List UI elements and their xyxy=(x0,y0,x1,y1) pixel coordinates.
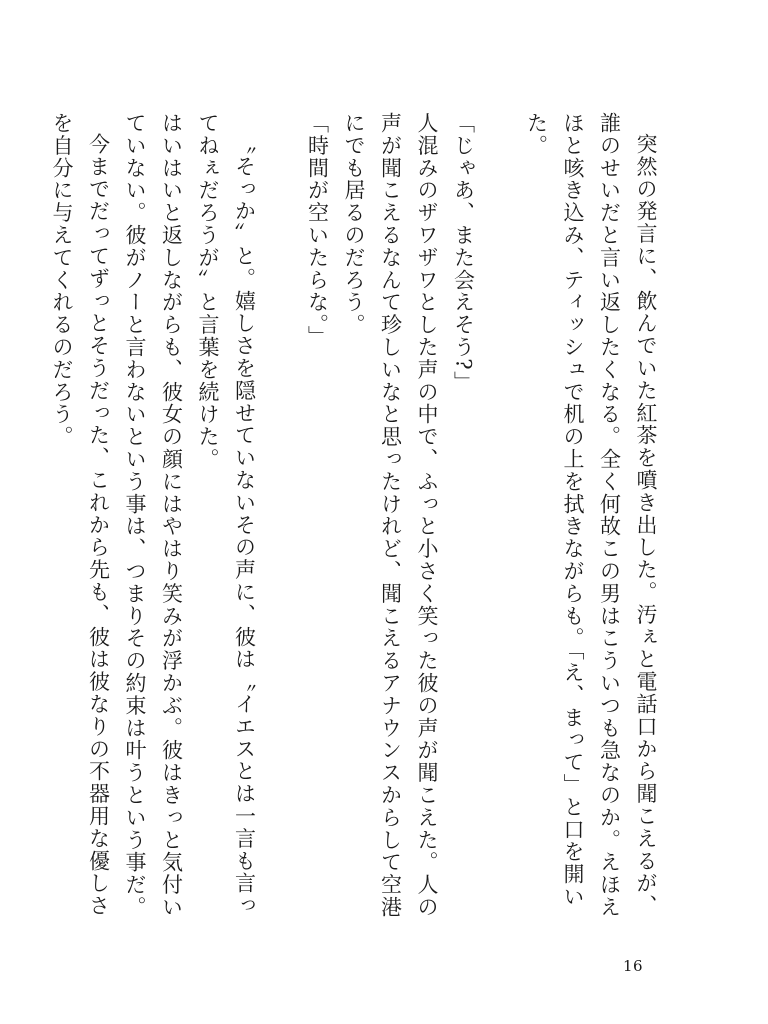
paragraph-1: 突然の発言に、飲んでいた紅茶を噴き出した。汚ぇと電話口から聞こえるが、誰のせいだと言い返したくなる。全く何故この男はこういつも急なのか。えほえほと咳き込み、ティッシュで机の上を拭きながらも。「え、まって」と口を開いた。 xyxy=(524,112,658,919)
paragraph-4: 「時間が空いたらな。」 xyxy=(305,112,330,348)
blank-line xyxy=(482,112,519,932)
paragraph-5: 〝そっか〟と。嬉しさを隠せていないその声に、彼は〝イエスとは一言も言ってねぇだろうが〟と言葉を続けた。 xyxy=(196,112,257,917)
paragraph-2: 「じゃあ、また会えそう?」 xyxy=(451,112,476,394)
paragraph-7: 今までだってずっとそうだった、これから先も、彼は彼なりの不器用な優しさを自分に与えてくれるのだろう。 xyxy=(50,112,111,917)
paragraph-3: 人混みのザワザワとした声の中で、ふっと小さく笑った彼の声が聞こえた。人の声が聞こえるなんて珍しいなと思ったけれど、聞こえるアナウンスからして空港にでも居るのだろう。 xyxy=(342,112,439,919)
page-number: 16 xyxy=(623,957,644,975)
paragraph-6: はいはいと返しながらも、彼女の顔にはやはり笑みが浮かぶ。彼はきっと気付いていない。彼がノーと言わないという事は、つまりその約束は叶うという事だ。 xyxy=(123,112,184,919)
blank-line xyxy=(263,112,300,932)
vertical-text-body xyxy=(50,112,664,932)
